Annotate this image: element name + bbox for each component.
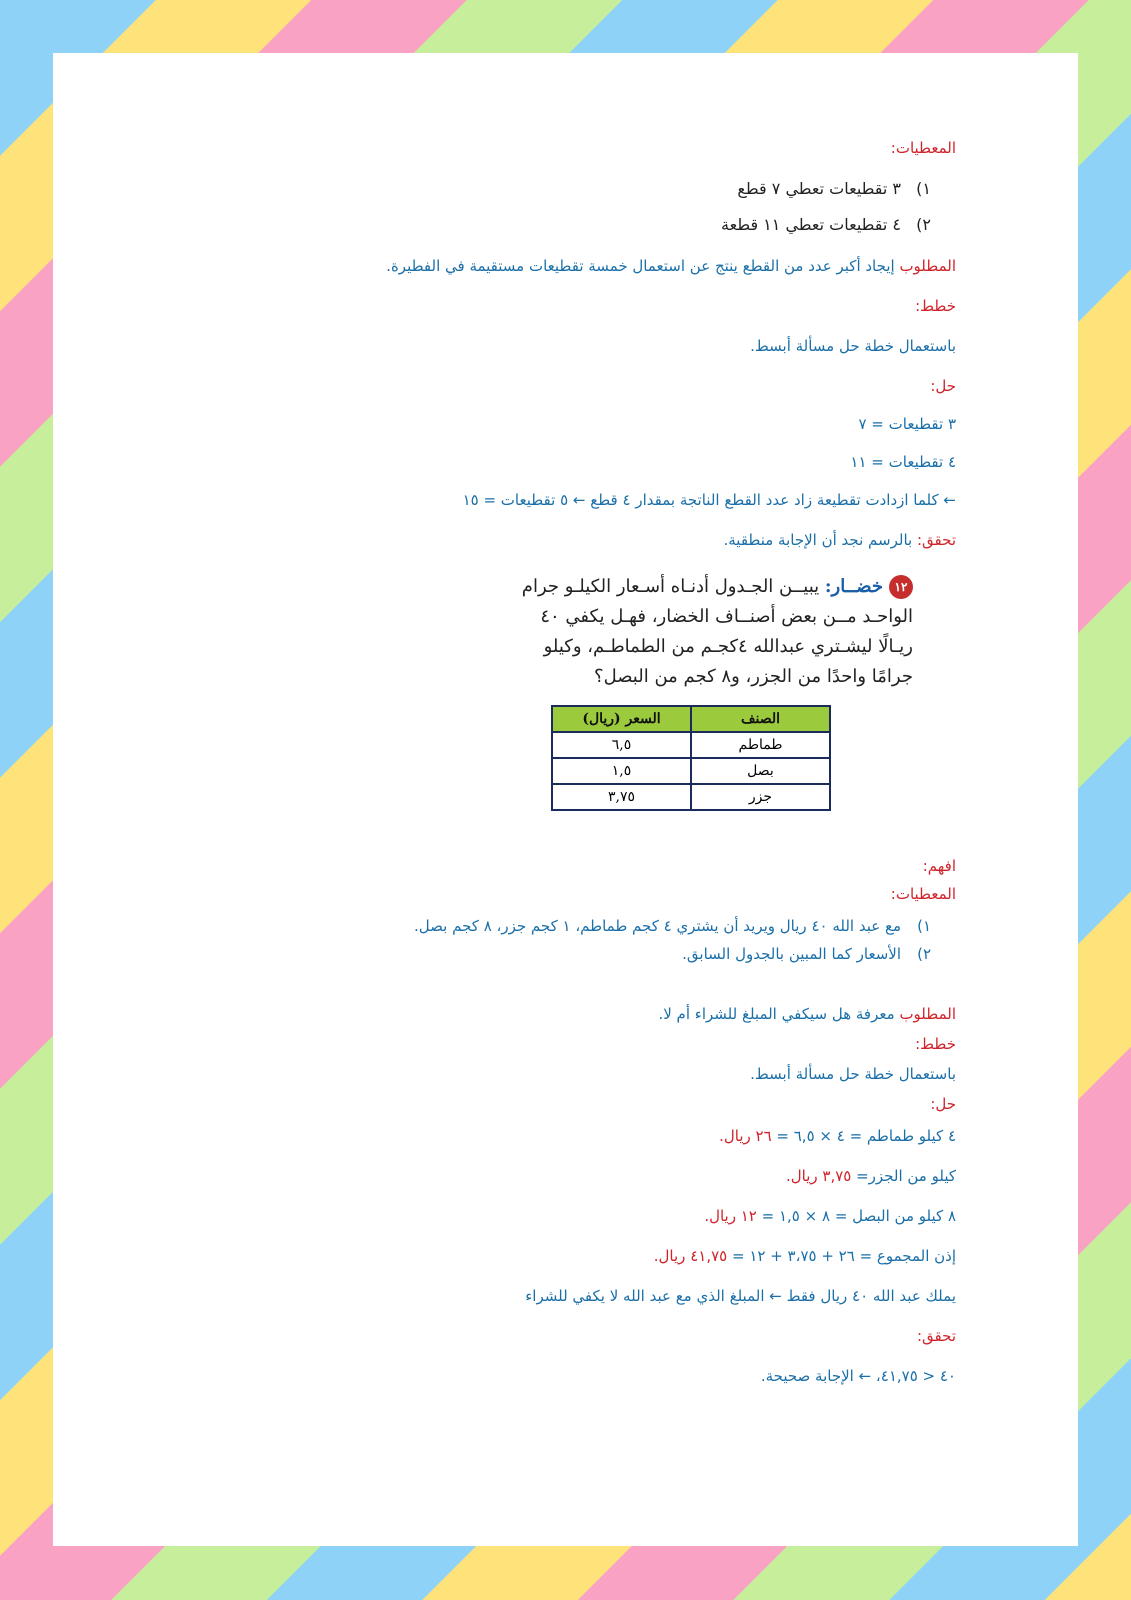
solve-line-2: ٤ تقطيعات = ١١ (850, 453, 956, 471)
question-12 (443, 572, 913, 692)
question-line-3: ريـالًا ليشـتري عبدالله ٤كجـم من الطماطـم، وكيلو (543, 636, 913, 657)
table-cell: بصل (691, 758, 830, 784)
table-header-row (552, 706, 830, 732)
table-cell: جزر (691, 784, 830, 810)
given-item-1: ١)٣ تقطيعات تعطي ٧ قطع (737, 179, 931, 198)
question-line-4: جرامًا واحدًا من الجزر، و٨ كجم من البصل؟ (594, 666, 913, 687)
plan-heading: خطط: (915, 297, 956, 315)
check-line: تحقق: بالرسم نجد أن الإجابة منطقية. (723, 531, 956, 549)
given2-item-2: ٢)الأسعار كما المبين بالجدول السابق. (682, 945, 931, 963)
plan-text: باستعمال خطة حل مسألة أبسط. (750, 337, 956, 355)
given2-heading: المعطيات: (890, 885, 956, 903)
table-header: السعر (ريال) (552, 706, 691, 732)
solve2-final: يملك عبد الله ٤٠ ريال فقط ← المبلغ الذي مع عبد الله لا يكفي للشراء (525, 1287, 956, 1305)
understand-heading: افهم: (922, 857, 956, 875)
table-cell: ١,٥ (552, 758, 691, 784)
question-number-badge: ١٢ (889, 575, 913, 599)
plan2-text: باستعمال خطة حل مسألة أبسط. (750, 1065, 956, 1083)
solve2-line-2: كيلو من الجزر= ٣,٧٥ ريال. (785, 1167, 956, 1185)
table-row (552, 758, 830, 784)
solve2-line-4: إذن المجموع = ٢٦ + ٣،٧٥ + ١٢ = ٤١,٧٥ ريال. (653, 1247, 956, 1265)
solve2-line-1: ٤ كيلو طماطم = ٤ × ٦,٥ = ٢٦ ريال. (719, 1127, 956, 1145)
solve-line-3: ← كلما ازدادت تقطيعة زاد عدد القطع الناتجة بمقدار ٤ قطع ← ٥ تقطيعات = ١٥ (462, 491, 956, 509)
check2-heading: تحقق: (916, 1327, 956, 1345)
question-line-2: الواحـد مــن بعض أصنــاف الخضار، فهـل يكفي ٤٠ (540, 606, 913, 627)
question-title: خضــار: (824, 576, 883, 597)
solve2-heading: حل: (930, 1095, 956, 1113)
given-heading: المعطيات: (890, 139, 956, 157)
solve-heading: حل: (930, 377, 956, 395)
plan2-heading: خطط: (915, 1035, 956, 1053)
required-line: المطلوب إيجاد أكبر عدد من القطع ينتج عن استعمال خمسة تقطيعات مستقيمة في الفطيرة. (386, 257, 956, 275)
price-table (551, 705, 831, 811)
table-cell: ٣,٧٥ (552, 784, 691, 810)
solve2-line-3: ٨ كيلو من البصل = ٨ × ١,٥ = ١٢ ريال. (704, 1207, 956, 1225)
check2-text: ٤٠ < ٤١,٧٥، ← الإجابة صحيحة. (760, 1367, 956, 1385)
table-row (552, 784, 830, 810)
given-item-2: ٢)٤ تقطيعات تعطي ١١ قطعة (721, 215, 931, 234)
table-header: الصنف (691, 706, 830, 732)
solve-line-1: ٣ تقطيعات = ٧ (858, 415, 956, 433)
question-line-1: ١٢خضــار: يبيــن الجـدول أدنـاه أسـعار الكيلـو جرام (443, 572, 913, 602)
table-cell: طماطم (691, 732, 830, 758)
table-cell: ٦,٥ (552, 732, 691, 758)
required2-line: المطلوب معرفة هل سيكفي المبلغ للشراء أم لا. (658, 1005, 956, 1023)
given2-item-1: ١)مع عبد الله ٤٠ ريال ويريد أن يشتري ٤ كجم طماطم، ١ كجم جزر، ٨ كجم بصل. (414, 917, 931, 935)
table-row (552, 732, 830, 758)
